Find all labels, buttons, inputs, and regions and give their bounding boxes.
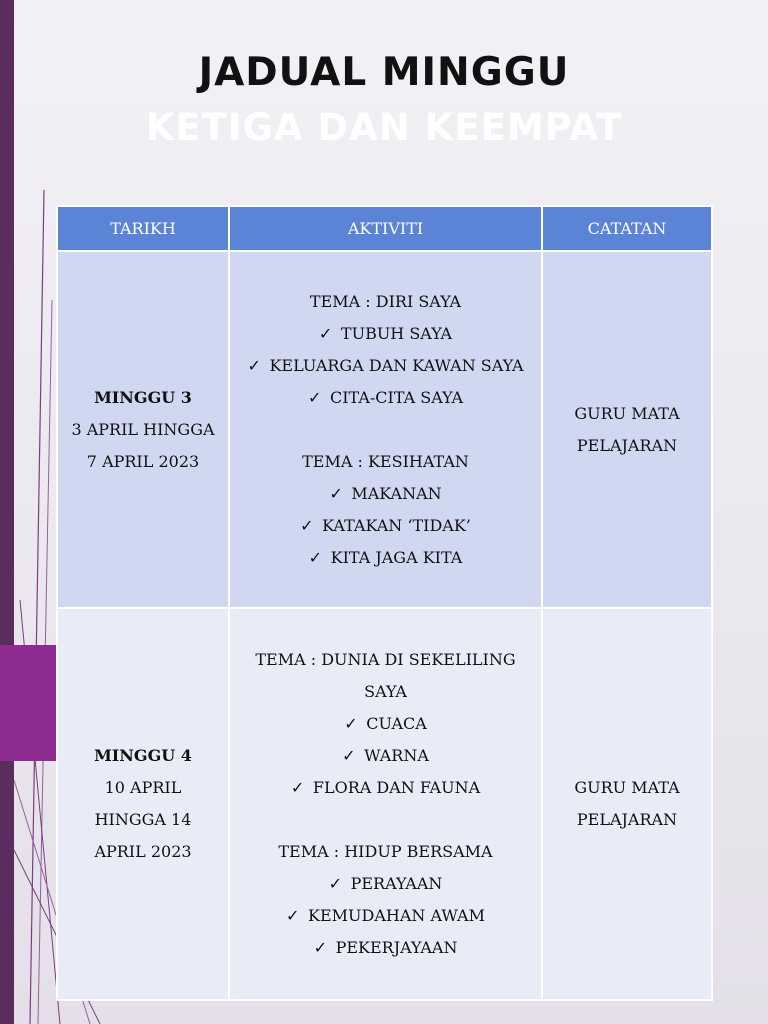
check-icon: ✓	[308, 547, 323, 567]
schedule-table	[56, 205, 713, 1001]
check-icon: ✓	[342, 746, 356, 765]
table-row	[57, 251, 712, 608]
theme-title: TEMA : DIRI SAYA	[309, 291, 462, 311]
header-tarikh: TARIKH	[57, 206, 229, 251]
page-title: JADUAL MINGGU	[198, 50, 570, 95]
check-icon: ✓	[344, 714, 358, 733]
theme-title: TEMA : DUNIA DI SEKELILING SAYA	[255, 650, 516, 701]
activity-item: ✓ KELUARGA DAN KAWAN SAYA	[236, 350, 535, 382]
theme-title: TEMA : KESIHATAN	[302, 451, 469, 471]
check-icon: ✓	[286, 906, 300, 925]
check-icon: ✓	[318, 323, 333, 343]
date-line: APRIL 2023	[94, 842, 192, 861]
spacer	[236, 804, 535, 836]
check-icon: ✓	[329, 483, 343, 503]
note-cell	[542, 251, 712, 608]
header-aktiviti: AKTIVITI	[229, 206, 542, 251]
activity-cell	[229, 608, 542, 1000]
activity-item: ✓ CUACA	[236, 708, 535, 740]
date-line: 10 APRIL	[104, 778, 182, 797]
spacer	[236, 414, 535, 446]
page-subtitle: KETIGA DAN KEEMPAT	[145, 106, 623, 149]
activity-cell	[229, 251, 542, 608]
date-line: HINGGA 14	[94, 810, 192, 829]
activity-item: ✓ KITA JAGA KITA	[236, 542, 535, 574]
activity-item: ✓ MAKANAN	[236, 478, 535, 510]
activity-item: ✓ KEMUDAHAN AWAM	[236, 900, 535, 932]
activity-item: ✓ CITA-CITA SAYA	[236, 382, 535, 414]
note-cell	[542, 608, 712, 1000]
week-label: MINGGU 4	[94, 746, 192, 765]
date-cell	[57, 251, 229, 608]
theme-title: TEMA : HIDUP BERSAMA	[278, 842, 493, 861]
activity-item: ✓ TUBUH SAYA	[236, 318, 535, 350]
date-line: 3 APRIL HINGGA	[71, 419, 215, 439]
check-icon: ✓	[307, 387, 322, 407]
check-icon: ✓	[313, 938, 327, 957]
check-icon: ✓	[328, 874, 342, 893]
activity-item: ✓ PEKERJAYAAN	[236, 932, 535, 964]
note-line: PELAJARAN	[576, 435, 678, 455]
week-label: MINGGU 3	[94, 387, 192, 407]
table-row	[57, 608, 712, 1000]
activity-item: ✓ PERAYAAN	[236, 868, 535, 900]
note-line: GURU MATA	[574, 778, 680, 797]
check-icon: ✓	[290, 778, 305, 797]
note-line: GURU MATA	[574, 403, 680, 423]
activity-item: ✓ WARNA	[236, 740, 535, 772]
check-icon: ✓	[247, 355, 261, 375]
activity-item: ✓ FLORA DAN FAUNA	[236, 772, 535, 804]
activity-item: ✓ KATAKAN ‘TIDAK’	[236, 510, 535, 542]
table-header-row	[57, 206, 712, 251]
left-accent-block	[0, 645, 56, 761]
header-catatan: CATATAN	[542, 206, 712, 251]
check-icon: ✓	[300, 515, 314, 535]
note-line: PELAJARAN	[576, 810, 678, 829]
date-cell	[57, 608, 229, 1000]
date-line: 7 APRIL 2023	[86, 451, 200, 471]
